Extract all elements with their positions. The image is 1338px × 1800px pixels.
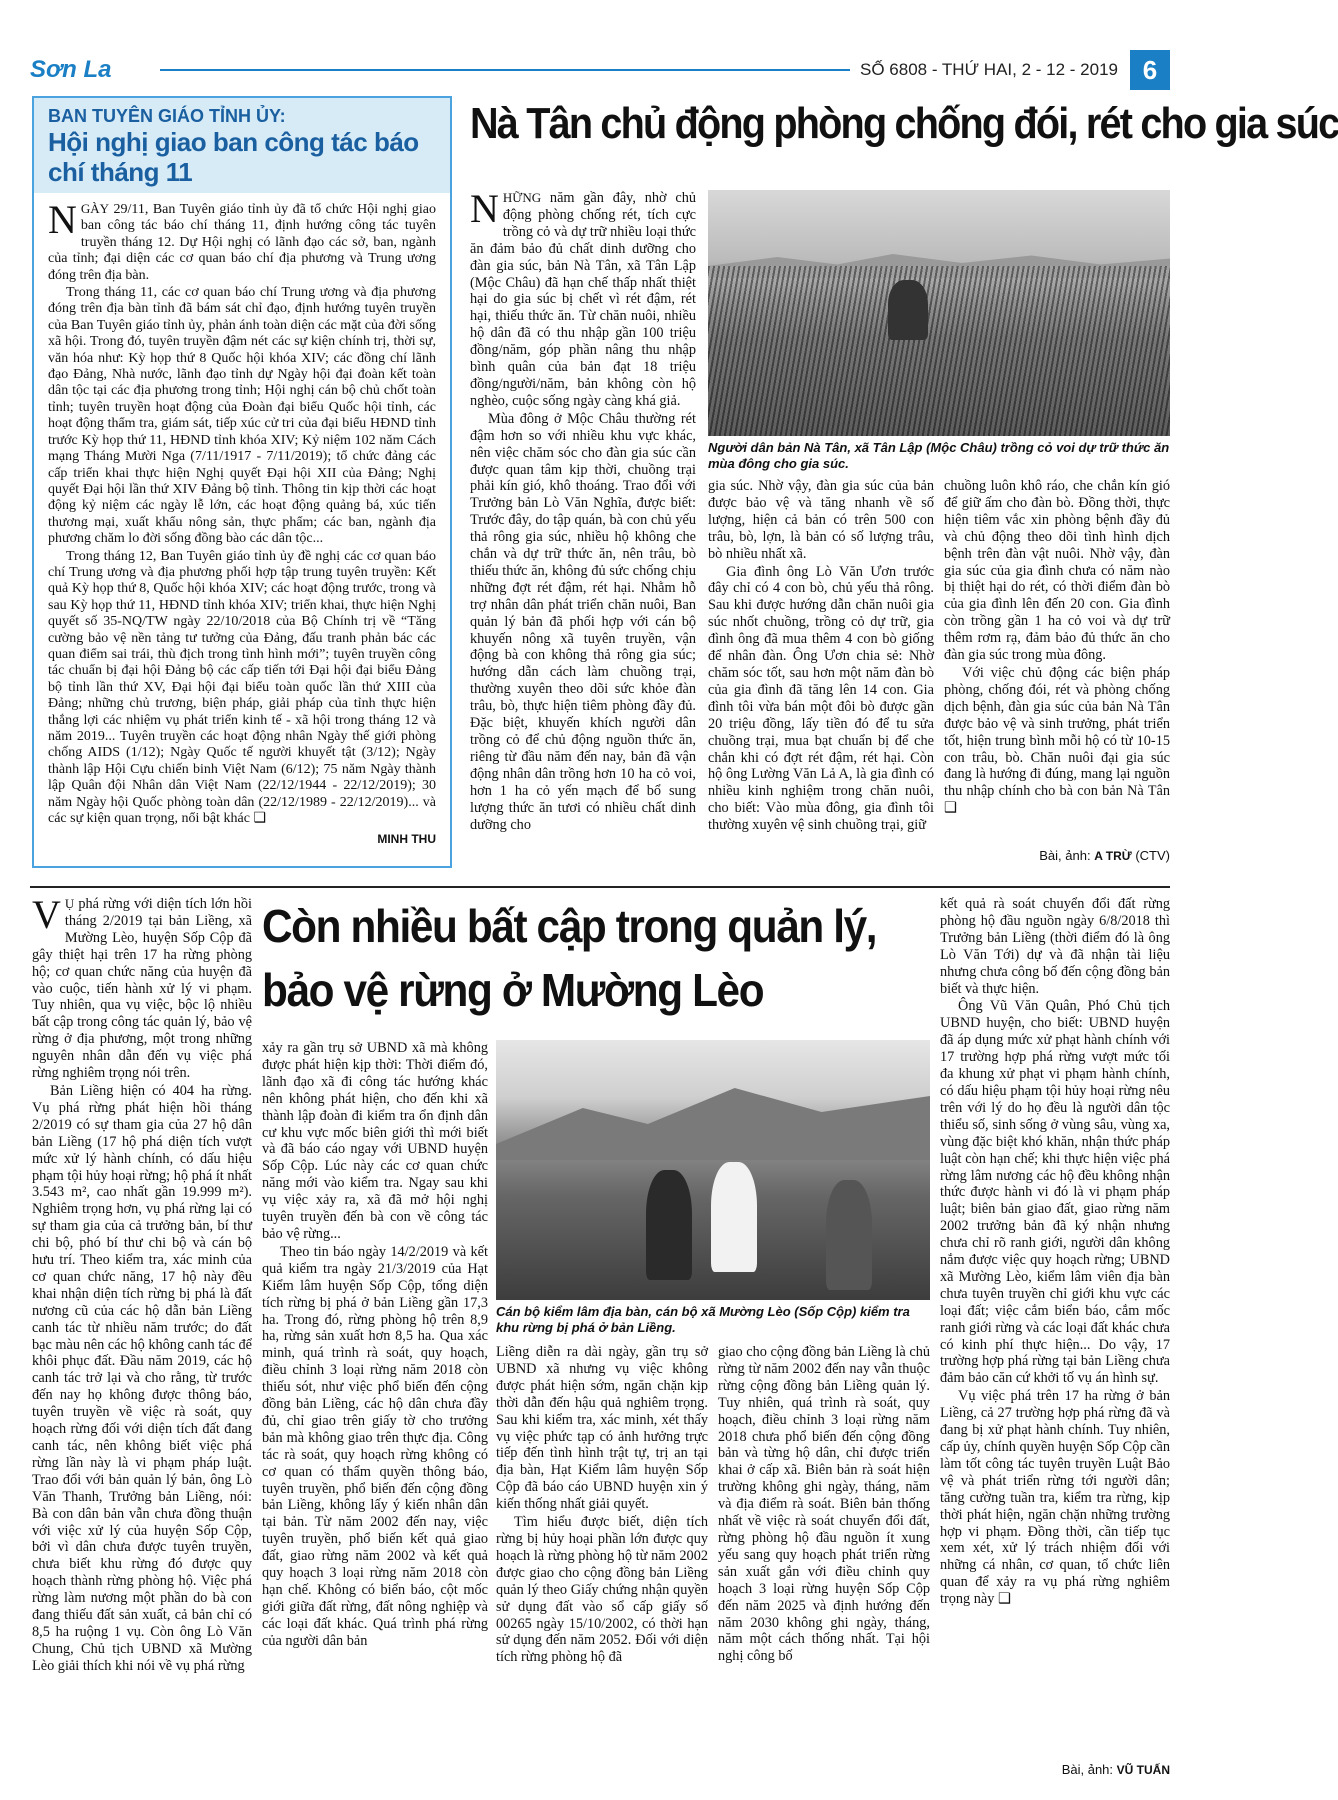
top-article-column-1 bbox=[470, 186, 696, 870]
paragraph: giao cho cộng đồng bản Liềng là chủ rừng từ năm 2002 đến nay vẫn thuộc rừng cộng đồng bản Liềng quản lý. Tuy nhiên, quá trình rà soát, quy hoạch, điều chỉnh 3 loại rừng năm 2018 chưa phổ biến đến cộng đồng bản và từng hộ dân, chỉ được triển khai ở cấp xã. Biên bản rà soát hiện trường không ghi ngày, tháng, năm và địa điểm rà soát. Biên bản thống nhất về việc rà soát chuyển đổi đất, rừng phòng hộ đầu nguồn ít xung yếu sang quy hoạch phát triển rừng sản xuất gắn với điều chỉnh quy hoạch 3 loại rừng huyện Sốp Cộp đến năm 2025 và định hướng đến năm 2030 không ghi ngày, tháng, năm một cách thống nhất. Tại hội nghị công bố bbox=[718, 1344, 930, 1665]
lead-text: năm gần đây, nhờ chủ động phòng chống rét, tích cực trồng cỏ và dự trữ nhiều loại thức ăn đảm bảo đủ chất dinh dưỡng cho đàn gia súc, bản Nà Tân, xã Tân Lập (Mộc Châu) đã hạn chế thấp nhất thiệt hại do gia súc bị chết vì rét đậm, rét hại, thiếu thức ăn. Từ chăn nuôi, nhiều hộ dân đã có thu nhập gần 100 triệu đồng/năm, góp phần nâng thu nhập bình quân của bản đạt 18 triệu đồng/người/năm, bản không còn hộ nghèo, cuộc sống ngày càng khá giả. bbox=[470, 190, 696, 409]
bottom-lead-paragraph bbox=[32, 892, 252, 1082]
top-article-column-2 bbox=[708, 478, 934, 870]
byline-label: Bài, ảnh: bbox=[1039, 848, 1091, 863]
photo-person bbox=[646, 1170, 692, 1280]
byline-name: A TRỪ bbox=[1094, 849, 1132, 863]
lead-caps: GÀY bbox=[80, 201, 110, 216]
paragraph: chuồng luôn khô ráo, che chắn kín gió để giữ ấm cho đàn bò. Đồng thời, thực hiện tiêm vắc xin phòng bệnh đầy đủ và chủ động theo dõi tình hình dịch bệnh trên đàn vật nuôi. Nhờ vậy, đàn gia súc của gia đình chưa có năm nào bị thiệt hại do rét, có thời điểm đàn bò của gia đình lên đến 20 con. Gia đình còn trồng gần 1 ha cỏ voi và dự trữ thêm rơm rạ, đảm bảo đủ thức ăn cho đàn gia súc trong mùa đông. bbox=[944, 478, 1170, 664]
bottom-article-column-2 bbox=[262, 1040, 488, 1776]
paragraph: Mùa đông ở Mộc Châu thường rét đậm hơn so với nhiều khu vực khác, nên việc chăm sóc cho đàn gia súc cần được quan tâm kịp thời, chuồng trại phải kín gió, khô thoáng. Trao đổi với Trưởng bản Lò Văn Nghĩa, được biết: Trước đây, do tập quán, bà con chủ yếu thả rông gia súc, nhiều hộ không che chắn và dự trữ thức ăn, nên trâu, bò thiếu thức ăn, không đủ sức chống chịu những đợt rét đậm, rét hại. Nhằm hỗ trợ nhân dân phát triển chăn nuôi, Ban quản lý bản đã phối hợp với cán bộ khuyến nông xã tuyên truyền, vận động bà con không thả rông gia súc; hướng dẫn cách làm chuồng trại, thường xuyên theo dõi sức khỏe đàn trâu, bò, thực hiện tiêm phòng đầy đủ. Đặc biệt, khuyến khích người dân trồng cỏ để chủ động nguồn thức ăn, riêng từ đầu năm đến nay, bản đã vận động nhân dân trồng hơn 10 ha cỏ voi, hơn 1 ha cỏ yến mạch để bổ sung lượng thức ăn tươi có nhiều chất dinh dưỡng cho bbox=[470, 410, 696, 833]
paragraph: Trong tháng 11, các cơ quan báo chí Trung ương và địa phương đóng trên địa bàn tỉnh đã bám sát chỉ đạo, định hướng tuyên truyền của Ban Tuyên giáo tỉnh ủy, phản ánh toàn diện các mặt của đời sống xã hội. Trong đó, tuyên truyền đậm nét các sự kiện chính trị, thời sự, văn hóa như: Kỳ họp thứ 8 Quốc hội khóa XIV; các đồng chí lãnh đạo Đảng, Nhà nước, lãnh đạo tỉnh dự Ngày hội đại đoàn kết toàn dân tộc tại các địa phương trong tỉnh; Hội nghị cán bộ chủ chốt toàn tỉnh; tuyên truyền hoạt động của Đoàn đại biểu Quốc hội tỉnh, các hoạt động thẩm tra, giám sát, tiếp xúc cử tri của đại biểu HĐND tỉnh trước Kỳ họp thứ 11, HĐND tỉnh khóa XIV; Kỷ niệm 102 năm Cách mạng Tháng Mười Nga (7/11/1917 - 7/11/2019); tổ chức đảng các cấp triển khai thực hiện Nghị quyết Đại hội XII của Đảng; Nghị quyết Đại hội lần thứ XIV Đảng bộ tỉnh. Thông tin kịp thời các hoạt động kỷ niệm các ngày lễ lớn, các hoạt động quảng bá, xúc tiến thương mại, xuất khẩu nông sản, thực phẩm; các ban, ngành địa phương chăm lo đời sống đồng bào các dân tộc... bbox=[48, 285, 436, 547]
dropcap: N bbox=[470, 186, 499, 231]
bottom-photo-caption: Cán bộ kiểm lâm địa bàn, cán bộ xã Mường Lèo (Sốp Cộp) kiểm tra khu rừng bị phá ở bản Liềng. bbox=[496, 1304, 910, 1335]
paragraph: Trong tháng 12, Ban Tuyên giáo tỉnh ủy đề nghị các cơ quan báo chí Trung ương và địa phương phối hợp tập trung tuyên truyền: Kết quả Kỳ họp thứ 8, Quốc hội khóa XIV; các hoạt động trước, trong và sau Kỳ họp thứ 11, HĐND tỉnh khóa XIV; triển khai, thực hiện Nghị quyết số 35-NQ/TW ngày 22/10/2018 của Bộ Chính trị về “Tăng cường bảo vệ nền tảng tư tưởng của Đảng, đấu tranh phản bác các quan điểm sai trái, thù địch trong tình hình mới”; tuyên truyền công tác chuẩn bị đại hội Đảng bộ các cấp tiến tới Đại hội đại biểu Đảng bộ tỉnh lần thứ XV, Đại hội đại biểu toàn quốc lần thứ XIII của Đảng; những chủ trương, biện pháp, giải pháp của tỉnh thực hiện thắng lợi các nhiệm vụ phát triển kinh tế - xã hội trong tháng 12 và năm 2019... Tuyên truyền các hoạt động nhân Ngày thế giới phòng chống AIDS (1/12); Ngày Quốc tế người khuyết tật (3/12); Ngày thành lập Hội Cựu chiến binh Việt Nam (6/12); 75 năm Ngày thành lập Quân đội Nhân dân Việt Nam (22/12/1944 - 22/12/2019); 30 năm Ngày hội Quốc phòng toàn dân (22/12/1989 - 22/12/2019)... và các sự kiện quan trọng, nổi bật khác ❑ bbox=[48, 548, 436, 827]
lead-caps: Ụ bbox=[64, 896, 75, 911]
bottom-article-title: Còn nhiều bất cập trong quản lý, bảo vệ rừng ở Mường Lèo bbox=[262, 900, 877, 1016]
top-article-title: Nà Tân chủ động phòng chống đói, rét cho gia súc bbox=[470, 99, 1338, 148]
bottom-article-column-1 bbox=[32, 892, 252, 1776]
bottom-article-column-5 bbox=[940, 896, 1170, 1760]
section-name: Sơn La bbox=[30, 56, 112, 83]
top-photo-caption: Người dân bản Nà Tân, xã Tân Lập (Mộc Châu) trồng cỏ voi dự trữ thức ăn mùa đông cho gia súc. bbox=[708, 440, 1170, 471]
dropcap: V bbox=[32, 892, 61, 937]
top-lead-paragraph bbox=[470, 186, 696, 410]
box-article bbox=[32, 96, 452, 868]
byline-label: Bài, ảnh: bbox=[1061, 1762, 1114, 1777]
author: MINH THU bbox=[377, 832, 436, 847]
box-article-body bbox=[48, 197, 436, 848]
lead-text: phá rừng với diện tích lớn hồi tháng 2/2019 tại bản Liềng, xã Mường Lèo, huyện Sốp Cộp đã gây thiệt hại trên 17 ha rừng phòng hộ; cơ quan chức năng của huyện đã vào cuộc, tiến hành xử lý vi phạm. Tuy nhiên, qua vụ việc, bộc lộ nhiều bất cập trong công tác quản lý, bảo vệ rừng ở địa phương, một trong những nguyên nhân dẫn đến vụ việc phá rừng nghiêm trọng nói trên. bbox=[32, 896, 252, 1082]
paragraph: Theo tin báo ngày 14/2/2019 và kết quả kiểm tra ngày 21/3/2019 của Hạt Kiểm lâm huyện Sốp Cộp, tổng diện tích rừng bị phá ở bản Liềng gần 17,3 ha. Trong đó, rừng phòng hộ trên 8,9 ha, rừng sản xuất hơn 8,5 ha. Qua xác minh, quá trình rà soát, quy hoạch, điều chỉnh 3 loại rừng năm 2018 còn thiếu sót, như việc phổ biến đến cộng đồng bản Liềng, các hộ dân chưa đầy đủ, chỉ giao trên giấy tờ cho trưởng bản mà không giao trên thực địa. Công tác rà soát, quy hoạch rừng không có cơ quan có thẩm quyền thông báo, tuyên truyền, phổ biến đến cộng đồng bản Liềng, không lấy ý kiến nhân dân tại bản. Từ năm 2002 đến nay, việc tuyên truyền, phổ biến kết quả giao đất, giao rừng năm 2002 và kết quả quy hoạch 3 loại rừng năm 2018 còn hạn chế. Không có biển báo, cột mốc giới giữa đất rừng, đất nông nghiệp và các loại đất khác. Quá trình phá rừng của người dân bản bbox=[262, 1243, 488, 1649]
forest-inspection-photo bbox=[496, 1040, 930, 1300]
photo-person bbox=[888, 280, 928, 340]
bottom-byline bbox=[1062, 1762, 1170, 1777]
page-header bbox=[30, 52, 1170, 88]
box-kicker: BAN TUYÊN GIÁO TỈNH ỦY: bbox=[48, 106, 286, 126]
byline-name: VŨ TUẤN bbox=[1116, 1763, 1170, 1777]
paragraph: Ông Vũ Văn Quân, Phó Chủ tịch UBND huyện, cho biết: UBND huyện đã áp dụng mức xử phạt hành chính với 17 trường hợp phá rừng vượt mức tối đa khung xử phạt vi phạm hành chính, có dấu hiệu phạm tội hủy hoại rừng nêu trên với lý do họ đều là người dân tộc thiểu số, sinh sống ở vùng sâu, vùng xa, vùng đặc biệt khó khăn, nhận thức pháp luật còn hạn chế; khi thực hiện việc phá rừng lâm nương các hộ đều không nhận thức được hành vi đó là vi phạm pháp luật; biên bản giao đất, giao rừng năm 2002 trưởng bản đã ký nhận nhưng chưa chỉ rõ ranh giới, người dân không nắm được việc quy hoạch rừng; UBND xã Mường Lèo, kiểm lâm viên địa bàn chưa tuyên truyền chỉ giới khu vực các loại đất; việc cắm biển báo, cắm mốc ranh giới rừng và các loại đất khác chưa có kinh phí thực hiện... Do vậy, 17 trường hợp phá rừng tại bản Liềng chưa đảm bảo căn cứ khởi tố vụ án hình sự. bbox=[940, 998, 1170, 1387]
bottom-article-column-3 bbox=[496, 1344, 708, 1776]
section-divider bbox=[30, 886, 1170, 888]
lead-caps: HỮNG bbox=[502, 190, 542, 205]
issue-info: SỐ 6808 - THỨ HAI, 2 - 12 - 2019 bbox=[860, 60, 1118, 79]
box-title: Hội nghị giao ban công tác báo chí tháng 11 bbox=[48, 127, 419, 187]
paragraph: Vụ việc phá trên 17 ha rừng ở bản Liềng, cả 27 trường hợp phá rừng đã và đang bị xử phạt hành chính. Tuy nhiên, cấp ủy, chính quyền huyện Sốp Cộp cần làm tốt công tác tuyên truyền Luật Bảo vệ và phát triển rừng tới người dân; tăng cường tuần tra, kiểm tra rừng, kịp thời phát hiện, ngăn chặn những trường hợp vi phạm. Đồng thời, cần tiếp tục xem xét, xử lý trách nhiệm đối với những cá nhân, cơ quan, tổ chức liên quan để xảy ra vụ phá rừng nghiêm trọng này ❑ bbox=[940, 1388, 1170, 1608]
photo-person bbox=[711, 1162, 757, 1272]
paragraph: Bản Liềng hiện có 404 ha rừng. Vụ phá rừng phát hiện hồi tháng 2/2019 có sự tham gia của 27 hộ dân bản Liềng (17 hộ phá diện tích vượt mức xử lý hành chính, có dấu hiệu phạm tội hủy hoại rừng; hộ phá ít nhất 3.543 m², cao nhất gần 19.999 m²). Nghiêm trọng hơn, vụ phá rừng lại có sự tham gia của cả trưởng bản, bí thư chi bộ, phó bí thư chi bộ và cán bộ hưu trí. Theo kiểm tra, xác minh của cơ quan chức năng, 17 hộ này đều khai nhận diện tích rừng bị phá là đất nương cũ của các hộ dẫn bản Liềng canh tác từ nhiều năm trước; do đất bạc màu nên các hộ không canh tác để khôi phục đất. Đầu năm 2019, các hộ canh tác trở lại và cho rằng, từ trước đến nay họ không được thông báo, tuyên truyền về việc rà soát, quy hoạch rừng đối với diện tích đất đang canh tác, nên không biết việc phá rừng lần này là vi phạm pháp luật. Trao đổi với bản quản lý bản, ông Lò Văn Thanh, Trưởng bản Liềng, nói: Bà con dân bản vẫn chưa đồng thuận với việc xử lý của huyện Sốp Cộp, bởi vì dân chưa được tuyên truyền, chưa biết khu rừng đó được quy hoạch thành rừng phòng hộ. Việc phá rừng làm nương một phần do bà con đang thiếu đất sản xuất, cả bản chỉ có 8,5 ha ruộng 1 vụ. Còn ông Lò Văn Chung, Chủ tịch UBND xã Mường Lèo giải thích khi nói về vụ phá rừng bbox=[32, 1082, 252, 1674]
bottom-article-column-4 bbox=[718, 1344, 930, 1776]
paragraph: xảy ra gần trụ sở UBND xã mà không được phát hiện kịp thời: Thời điểm đó, lãnh đạo xã đi công tác hướng khác nên không phát hiện, cho đến khi xã thành lập đoàn đi kiểm tra ổn định dân cư khu vực mốc biên giới thì mới biết và đã báo cáo ngay với UBND huyện Sốp Cộp. Lúc này các cơ quan chức năng mới vào kiểm tra. Ngay sau khi vụ việc xảy ra, xã đã mở hội nghị tuyên truyền đến bà con về công tác bảo vệ rừng... bbox=[262, 1040, 488, 1242]
paragraph: Gia đình ông Lò Văn Ươn trước đây chỉ có 4 con bò, chủ yếu thả rông. Sau khi được hướng dẫn chăn nuôi gia súc nhốt chuồng, trồng cỏ dự trữ, gia đình ông đã mua thêm 4 con bò giống để nhân đàn. Ông Ươn chia sẻ: Nhờ chăm sóc tốt, sau hơn một năm đàn bò của gia đình đã tăng lên 14 con. Gia đình tôi vừa bán một đôi bò được gần 20 triệu đồng, lấy tiền đó để tu sửa chuồng trại, mua bạt chuẩn bị để che chắn khi có đợt rét đậm, rét hại. Còn hộ ông Lường Văn Lả A, là gia đình có nhiều kinh nghiệm trong chăn nuôi, cho biết: Vào mùa đông, gia đình tôi thường xuyên vệ sinh chuồng trại, giữ bbox=[708, 563, 934, 834]
photo-person bbox=[826, 1180, 872, 1290]
paragraph: kết quả rà soát chuyển đổi đất rừng phòng hộ đầu nguồn ngày 6/8/2018 thì Trưởng bản Liềng (thời điểm đó là ông Lò Văn Tới) dự và đã nhận tài liệu nhưng chưa công bố đến cộng đồng bản biết và thực hiện. bbox=[940, 896, 1170, 997]
header-rule bbox=[160, 69, 850, 71]
paragraph: Tìm hiểu được biết, diện tích rừng bị hủy hoại phần lớn được quy hoạch là rừng phòng hộ từ năm 2002 được giao cho cộng đồng bản Liềng quản lý theo Giấy chứng nhận quyền sử dụng đất vào sổ cấp giấy số 00265 ngày 15/10/2002, có thời hạn sử dụng đến năm 2052. Đối với diện tích rừng phòng hộ đã bbox=[496, 1514, 708, 1666]
dropcap: N bbox=[48, 197, 77, 242]
top-article-column-3 bbox=[944, 478, 1170, 838]
box-lead-paragraph bbox=[48, 197, 436, 284]
box-article-head bbox=[34, 98, 450, 193]
lead-text: 29/11, Ban Tuyên giáo tỉnh ủy đã tổ chức Hội nghị giao ban công tác báo chí tháng 11, định hướng công tác tuyên truyền tháng 12. Dự Hội nghị có lãnh đạo các sở, ban, ngành của tỉnh; đại diện các cơ quan báo chí địa phương và Trung ương đóng trên địa bàn. bbox=[48, 202, 436, 283]
paragraph: Với việc chủ động các biện pháp phòng, chống đói, rét và phòng chống dịch bệnh, đàn gia súc của bản Nà Tân được bảo vệ và sinh trưởng, phát triển tốt, hiện trung bình mỗi hộ có từ 10-15 con trâu, bò. Chăn nuôi đại gia súc đang là hướng đi đúng, mang lại nguồn thu nhập chính cho bà con bản Nà Tân ❑ bbox=[944, 664, 1170, 817]
paragraph: Liềng diễn ra dài ngày, gần trụ sở UBND xã nhưng vụ việc không được phát hiện sớm, ngăn chặn kịp thời dẫn đến hậu quả nghiêm trọng. Sau khi kiểm tra, xác minh, xét thấy vụ việc phức tạp có ảnh hưởng trực tiếp đến tình hình trật tự, trị an tại địa bàn, Hạt Kiểm lâm huyện Sốp Cộp đã báo cáo UBND huyện xin ý kiến thống nhất giải quyết. bbox=[496, 1344, 708, 1513]
top-byline bbox=[1039, 848, 1170, 863]
paragraph: gia súc. Nhờ vậy, đàn gia súc của bản được bảo vệ và tăng nhanh về số lượng, hiện cả bản có trên 500 con trâu, bò, lợn, là bản có số lượng trâu, bò nhiều nhất xã. bbox=[708, 478, 934, 562]
grass-field-photo bbox=[708, 190, 1170, 436]
photo-grass bbox=[708, 266, 1170, 436]
byline-suffix: (CTV) bbox=[1131, 848, 1170, 863]
page-number: 6 bbox=[1130, 50, 1170, 90]
photo-ridge bbox=[496, 1080, 930, 1160]
